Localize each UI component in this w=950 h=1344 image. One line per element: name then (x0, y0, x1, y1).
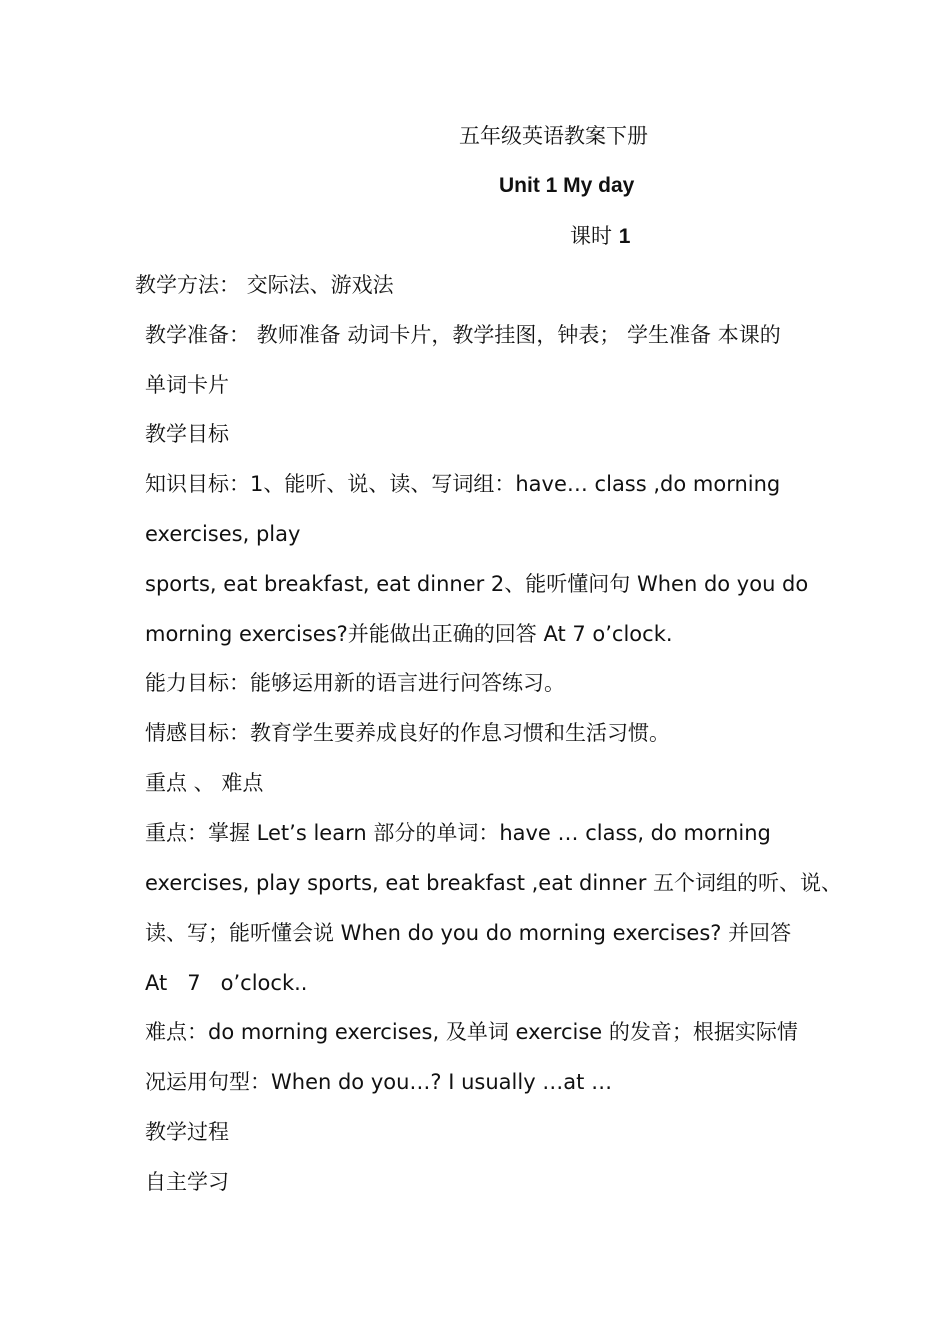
teaching-goals-heading: 教学目标 (145, 422, 229, 446)
knowledge-goal: 知识目标：1、能听、说、读、写词组：have… class ,do morning (145, 472, 781, 496)
lesson-heading (570, 221, 630, 252)
unit-title: Unit 1 My day (499, 174, 635, 197)
key-points: 重点：掌握 Let’s learn 部分的单词：have … class, do morning (145, 821, 771, 845)
knowledge-goal-cont-1: exercises, play (145, 522, 301, 546)
key-points-cont-1: exercises, play sports, eat breakfast ,eat dinner 五个词组的听、说、 (145, 871, 843, 895)
key-points-cont-2: 读、写；能听懂会说 When do you do morning exercises? 并回答 (145, 921, 792, 945)
teaching-process-heading: 教学过程 (145, 1120, 229, 1144)
ability-goal: 能力目标：能够运用新的语言进行问答练习。 (145, 671, 565, 695)
lesson-label: 课时 (570, 224, 612, 248)
teaching-preparation: 教学准备： 教师准备 动词卡片，教学挂图，钟表； 学生准备 本课的 (145, 323, 781, 347)
teaching-method: 教学方法： 交际法、游戏法 (135, 273, 394, 297)
key-difficult-heading: 重点 、 难点 (145, 771, 264, 795)
key-points-cont-3: At 7 o’clock.. (145, 971, 308, 995)
teaching-preparation-cont: 单词卡片 (145, 373, 229, 397)
emotion-goal: 情感目标：教育学生要养成良好的作息习惯和生活习惯。 (145, 721, 670, 745)
knowledge-goal-cont-3: morning exercises?并能做出正确的回答 At 7 o’clock. (145, 622, 673, 646)
self-study-heading: 自主学习 (145, 1170, 229, 1194)
knowledge-goal-cont-2: sports, eat breakfast, eat dinner 2、能听懂问句 When do you do (145, 572, 809, 596)
difficult-points: 难点：do morning exercises, 及单词 exercise 的发音；根据实际情 (145, 1020, 798, 1044)
lesson-number: 1 (618, 225, 631, 248)
difficult-points-cont: 况运用句型：When do you…? I usually …at … (145, 1070, 613, 1094)
document-title: 五年级英语教案下册 (459, 124, 648, 148)
